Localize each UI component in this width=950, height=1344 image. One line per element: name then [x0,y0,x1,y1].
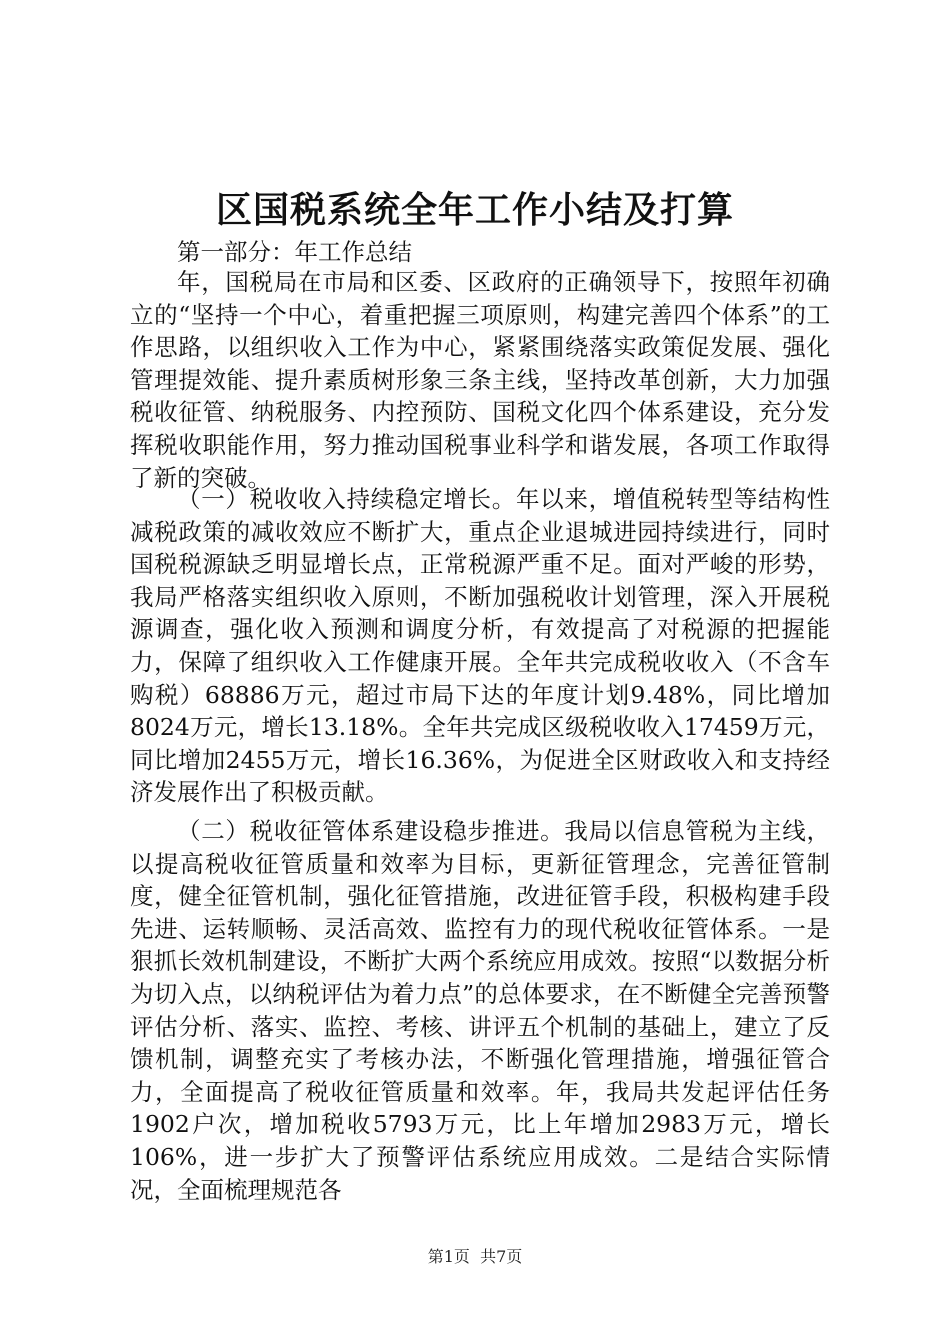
paragraph-tax-administration: （二）税收征管体系建设稳步推进。我局以信息管税为主线，以提高税收征管质量和效率为目标，更新征管理念，完善征管制度，健全征管机制，强化征管措施，改进征管手段，积极构建手段先进、运转顺畅、灵活高效、监控有力的现代税收征管体系。一是狠抓长效机制建设，不断扩大两个系统应用成效。按照“以数据分析为切入点，以纳税评估为着力点”的总体要求，在不断健全完善预警评估分析、落实、监控、考核、讲评五个机制的基础上，建立了反馈机制，调整充实了考核办法，不断强化管理措施，增强征管合力，全面提高了税收征管质量和效率。年，我局共发起评估任务1902户次，增加税收5793万元，比上年增加2983万元，增长106%，进一步扩大了预警评估系统应用成效。二是结合实际情况，全面梳理规范各 [130,817,830,1204]
page-total: 共7页 [480,1247,523,1266]
document-title: 区国税系统全年工作小结及打算 [215,189,734,231]
section-heading: 第一部分：年工作总结 [177,238,412,266]
paragraph-tax-revenue: （一）税收收入持续稳定增长。年以来，增值税转型等结构性减税政策的减收效应不断扩大，重点企业退城进园持续进行，同时国税税源缺乏明显增长点，正常税源严重不足。面对严峻的形势，我局严格落实组织收入原则，不断加强税收计划管理，深入开展税源调查，强化收入预测和调度分析，有效提高了对税源的把握能力，保障了组织收入工作健康开展。全年共完成税收收入（不含车购税）68886万元，超过市局下达的年度计划9.48%，同比增加8024万元，增长13.18%。全年共完成区级税收收入17459万元，同比增加2455万元，增长16.36%，为促进全区财政收入和支持经济发展作出了积极贡献。 [130,485,830,807]
page-footer [0,1245,950,1269]
page-number: 第1页 [427,1247,470,1266]
paragraph-intro: 年，国税局在市局和区委、区政府的正确领导下，按照年初确立的“坚持一个中心，着重把握三项原则，构建完善四个体系”的工作思路，以组织收入工作为中心，紧紧围绕落实政策促发展、强化管理提效能、提升素质树形象三条主线，坚持改革创新，大力加强税收征管、纳税服务、内控预防、国税文化四个体系建设，充分发挥税收职能作用，努力推动国税事业科学和谐发展，各项工作取得了新的突破。 [130,268,830,492]
